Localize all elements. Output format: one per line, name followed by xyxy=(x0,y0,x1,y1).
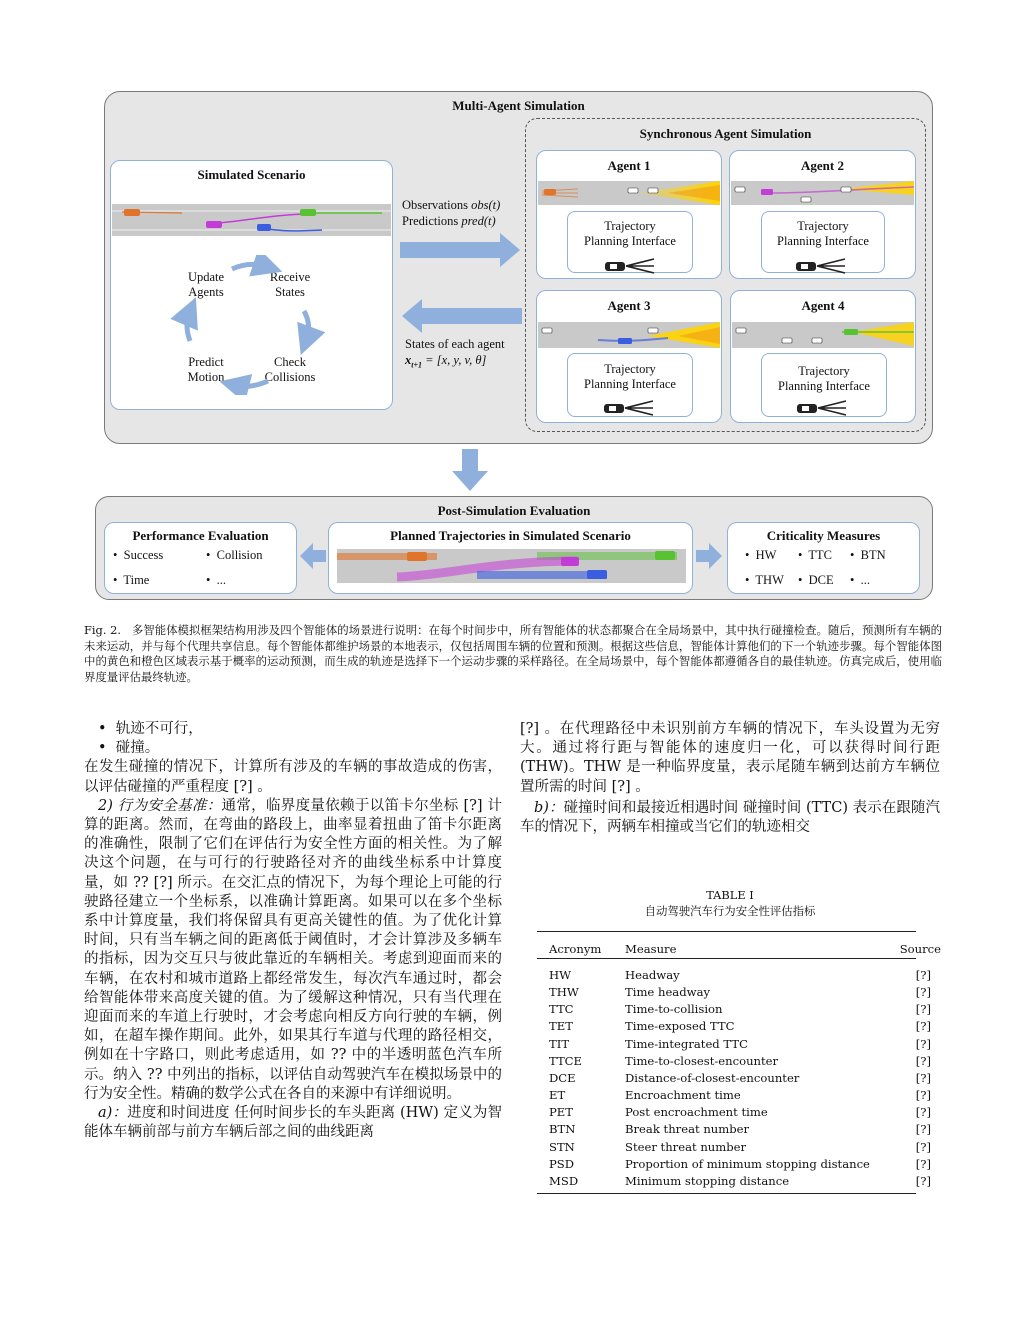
acronym-cell: TTCE xyxy=(549,1053,583,1068)
table-row xyxy=(549,1155,931,1172)
agent-4-road-image xyxy=(732,322,914,348)
perf-item-collision: • Collision xyxy=(206,548,263,562)
predictions-label: Predictions pred(t) xyxy=(402,214,496,228)
acronym-cell: HW xyxy=(549,967,572,982)
crit-item-thw: • THW xyxy=(745,573,784,587)
source-cell: [?] xyxy=(915,967,931,982)
measure-cell: Headway xyxy=(625,967,680,982)
table-row xyxy=(549,1138,931,1155)
measure-cell: Post encroachment time xyxy=(625,1105,768,1120)
bullet-item: • 碰撞。 xyxy=(98,740,160,757)
measure-cell: Steer threat number xyxy=(625,1139,747,1154)
agent-3-road-image xyxy=(538,322,720,348)
paragraph-collision: 在发生碰撞的情况下，计算所有涉及的车辆的事故造成的伤害，以评估碰撞的严重程度 [?] 。 xyxy=(84,759,502,795)
measure-cell: Time-to-collision xyxy=(625,1002,723,1017)
agent-4-planner-icon xyxy=(796,400,850,416)
caption-label: Fig. 2. xyxy=(84,623,121,637)
post-simulation-title: Post-Simulation Evaluation xyxy=(437,503,591,518)
table-row xyxy=(549,1121,931,1138)
acronym-cell: PET xyxy=(549,1105,573,1120)
orange-car xyxy=(124,209,140,216)
source-cell: [?] xyxy=(915,1053,931,1068)
agent-1-road-image xyxy=(538,181,720,205)
source-cell: [?] xyxy=(915,1019,931,1034)
table-row xyxy=(549,1069,931,1086)
multi-agent-title: Multi-Agent Simulation xyxy=(452,98,585,113)
perf-item-time: • Time xyxy=(113,573,150,587)
states-formula: $x_{t+1} = [x$, y, v, θ] xyxy=(405,353,487,370)
agent-3-tpi-label: Trajectory Planning Interface xyxy=(584,362,676,391)
acronym-cell: STN xyxy=(549,1139,575,1154)
figure-caption xyxy=(84,623,942,685)
table-row xyxy=(549,1087,931,1104)
agent-1-tpi-label: Trajectory Planning Interface xyxy=(584,219,676,248)
paragraph-behavior-safety: 2) 行为安全基准：通常，临界度量依赖于以笛卡尔坐标 [?] 计算的距离。然而，在弯曲的路段上，曲率显着扭曲了笛卡尔距离的准确性，限制了它们在评估行为安全性方面的相关性。为了解决这个问题，在与可行的行驶路径对齐的曲线坐标系中计算度量，如 ?? [?] 所示。在交汇点的情况下，为每个理论上可能的行驶路径建立一个坐标系，以准确计算距离。如果可以在多个坐标系中计算度量，我们将保留具有更高关键性的值。为了优化计算时间，只有当车辆之间的距离低于阈值时，才会计算涉及多辆车的指标，因为交互只与彼此靠近的车辆相关。考虑到迎面而来的车辆，在农村和城市道路上都经常发生，每次汽车通过时，都会给智能体带来高度关键的值。为了缓解这种情况，只有当代理在迎面而来的车道上行驶时，才会考虑向相反方向行驶的车辆，例如，在超车操作期间。此外，如果其行车道与代理的路径相交，例如在十字路口，则此考虑适用，如 ?? 中的半透明蓝色汽车所示。纳入 ?? 中列出的指标，以评估自动驾驶汽车在模拟场景中的行为安全性。精确的数学公式在各自的来源中有详细说明。 xyxy=(84,797,502,1102)
agent-2-title: Agent 2 xyxy=(801,158,844,173)
source-cell: [?] xyxy=(915,1156,931,1171)
acronym-cell: TIT xyxy=(549,1036,570,1051)
performance-title: Performance Evaluation xyxy=(132,528,269,543)
crit-item-hw: • HW xyxy=(745,548,777,562)
table-row xyxy=(549,1104,931,1121)
crit-item-btn: • BTN xyxy=(850,548,886,562)
perf-item-success: • Success xyxy=(113,548,164,562)
agent-3-title: Agent 3 xyxy=(607,298,651,313)
acronym-cell: ET xyxy=(549,1088,566,1103)
agent-4-tpi-label: Trajectory Planning Interface xyxy=(778,364,870,393)
table-row xyxy=(549,1052,931,1069)
agent-2-road-image xyxy=(731,181,914,205)
source-cell: [?] xyxy=(915,1122,931,1137)
paragraph-ttc: b)：碰撞时间和最接近相遇时间 碰撞时间 (TTC) 表示在跟随汽车的情况下，两辆车相撞或当它们的轨迹相交 xyxy=(520,799,940,836)
table-row xyxy=(549,966,931,983)
table-row xyxy=(549,1172,931,1189)
source-cell: [?] xyxy=(915,1002,931,1017)
cycle-update-agents: Update Agents xyxy=(187,270,225,299)
table-title: 自动驾驶汽车行为安全性评估指标 xyxy=(644,904,816,918)
table-row xyxy=(549,1001,931,1018)
table-label: TABLE I xyxy=(706,888,754,902)
planned-trajectories-image xyxy=(337,547,686,585)
source-cell: [?] xyxy=(915,1036,931,1051)
source-cell: [?] xyxy=(915,984,931,999)
acronym-cell: MSD xyxy=(549,1174,579,1189)
measure-cell: Time headway xyxy=(625,984,711,999)
acronym-cell: PSD xyxy=(549,1156,575,1171)
agent-2-planner-icon xyxy=(795,258,849,274)
arrow-right-to-criticality xyxy=(696,543,722,569)
observations-label: Observations obs(t) xyxy=(402,198,501,212)
crit-item-more: • ... xyxy=(850,573,871,587)
arrow-right-to-agents xyxy=(400,233,522,267)
agent-1-planner-icon xyxy=(604,258,658,274)
acronym-cell: THW xyxy=(549,984,579,999)
source-cell: [?] xyxy=(915,1105,931,1120)
measure-cell: Time-exposed TTC xyxy=(625,1019,735,1034)
acronym-cell: TTC xyxy=(549,1002,574,1017)
metrics-table xyxy=(549,940,941,1190)
acronym-cell: DCE xyxy=(549,1070,576,1085)
measure-cell: Time-to-closest-encounter xyxy=(625,1053,779,1068)
measure-cell: Minimum stopping distance xyxy=(625,1174,790,1189)
blue-car xyxy=(257,224,271,231)
measure-cell: Break threat number xyxy=(625,1122,750,1137)
paragraph-thw: [?] 。在代理路径中未识别前方车辆的情况下，车头设置为无穷大。通过将行距与智能体的速度归一化，可以获得时间行距 (THW)。THW 是一种临界度量，表示尾随车辆到达前方车辆位置所需的时间 [?] 。 xyxy=(520,721,940,795)
arrow-left-to-performance xyxy=(300,543,326,569)
cycle-arrows xyxy=(170,255,330,395)
measure-cell: Distance-of-closest-encounter xyxy=(625,1070,800,1085)
arrow-down-to-evaluation xyxy=(452,449,488,491)
cycle-check-collisions: Check Collisions xyxy=(264,355,316,384)
scenario-title: Simulated Scenario xyxy=(197,167,306,182)
measure-cell: Time-integrated TTC xyxy=(625,1036,748,1051)
green-car xyxy=(300,209,316,216)
source-cell: [?] xyxy=(915,1070,931,1085)
table-bottom-rule xyxy=(537,1193,916,1194)
scenario-road-image xyxy=(112,204,391,236)
cycle-receive-states: Receive States xyxy=(269,270,311,299)
agent-2-tpi-label: Trajectory Planning Interface xyxy=(777,219,869,248)
table-body xyxy=(549,966,931,1189)
left-column xyxy=(84,720,502,1142)
criticality-title: Criticality Measures xyxy=(766,528,881,543)
header-source: Source xyxy=(899,941,941,956)
table-row xyxy=(549,983,931,1000)
source-cell: [?] xyxy=(915,1139,931,1154)
planned-trajectories-title: Planned Trajectories in Simulated Scenario xyxy=(390,528,631,543)
agent-3-planner-icon xyxy=(603,400,657,416)
header-measure: Measure xyxy=(625,941,677,956)
perf-item-more: • ... xyxy=(206,573,227,587)
bullet-item: • 轨迹不可行， xyxy=(98,721,203,737)
caption-text: 多智能体模拟框架结构用涉及四个智能体的场景进行说明：在每个时间步中，所有智能体的状态都聚合在全局场景中，其中执行碰撞检查。随后，预测所有车辆的未来运动，并与每个代理共享信息。每个智能体都维护场景的本地表示，仅包括周围车辆的位置和预测。根据这些信息，智能体计算他们的下一个轨迹步骤。每个智能体图中的黄色和橙色区域表示基于概率的运动预测，而生成的轨迹是选择下一个运动步骤的采样路径。在全局场景中，每个智能体都遵循各自的最佳轨迹。仿真完成后，使用临界度量评估最终轨迹。 xyxy=(84,623,942,684)
right-column xyxy=(520,720,940,837)
table-row xyxy=(549,1018,931,1035)
cycle-predict-motion: Predict Motion xyxy=(187,355,225,384)
source-cell: [?] xyxy=(915,1088,931,1103)
source-cell: [?] xyxy=(915,1174,931,1189)
agent-1-title: Agent 1 xyxy=(607,158,651,173)
acronym-cell: TET xyxy=(549,1019,573,1034)
arrow-left-to-scenario xyxy=(400,299,522,333)
sync-title: Synchronous Agent Simulation xyxy=(639,126,812,141)
crit-item-dce: • DCE xyxy=(798,573,834,587)
header-acronym: Acronym xyxy=(549,941,602,956)
crit-item-ttc: • TTC xyxy=(798,548,833,562)
table-top-rule xyxy=(537,931,916,932)
acronym-cell: BTN xyxy=(549,1122,576,1137)
measure-cell: Encroachment time xyxy=(625,1088,741,1103)
measure-cell: Proportion of minimum stopping distance xyxy=(625,1156,870,1171)
table-header-row xyxy=(549,940,941,957)
states-label: States of each agent xyxy=(405,337,505,351)
table-row xyxy=(549,1035,931,1052)
paragraph-headway: a)：进度和时间进度 任何时间步长的车头距离 (HW) 定义为智能体车辆前部与前方车辆后部之间的曲线距离 xyxy=(84,1105,502,1141)
agent-4-title: Agent 4 xyxy=(801,298,845,313)
magenta-car xyxy=(206,221,222,228)
